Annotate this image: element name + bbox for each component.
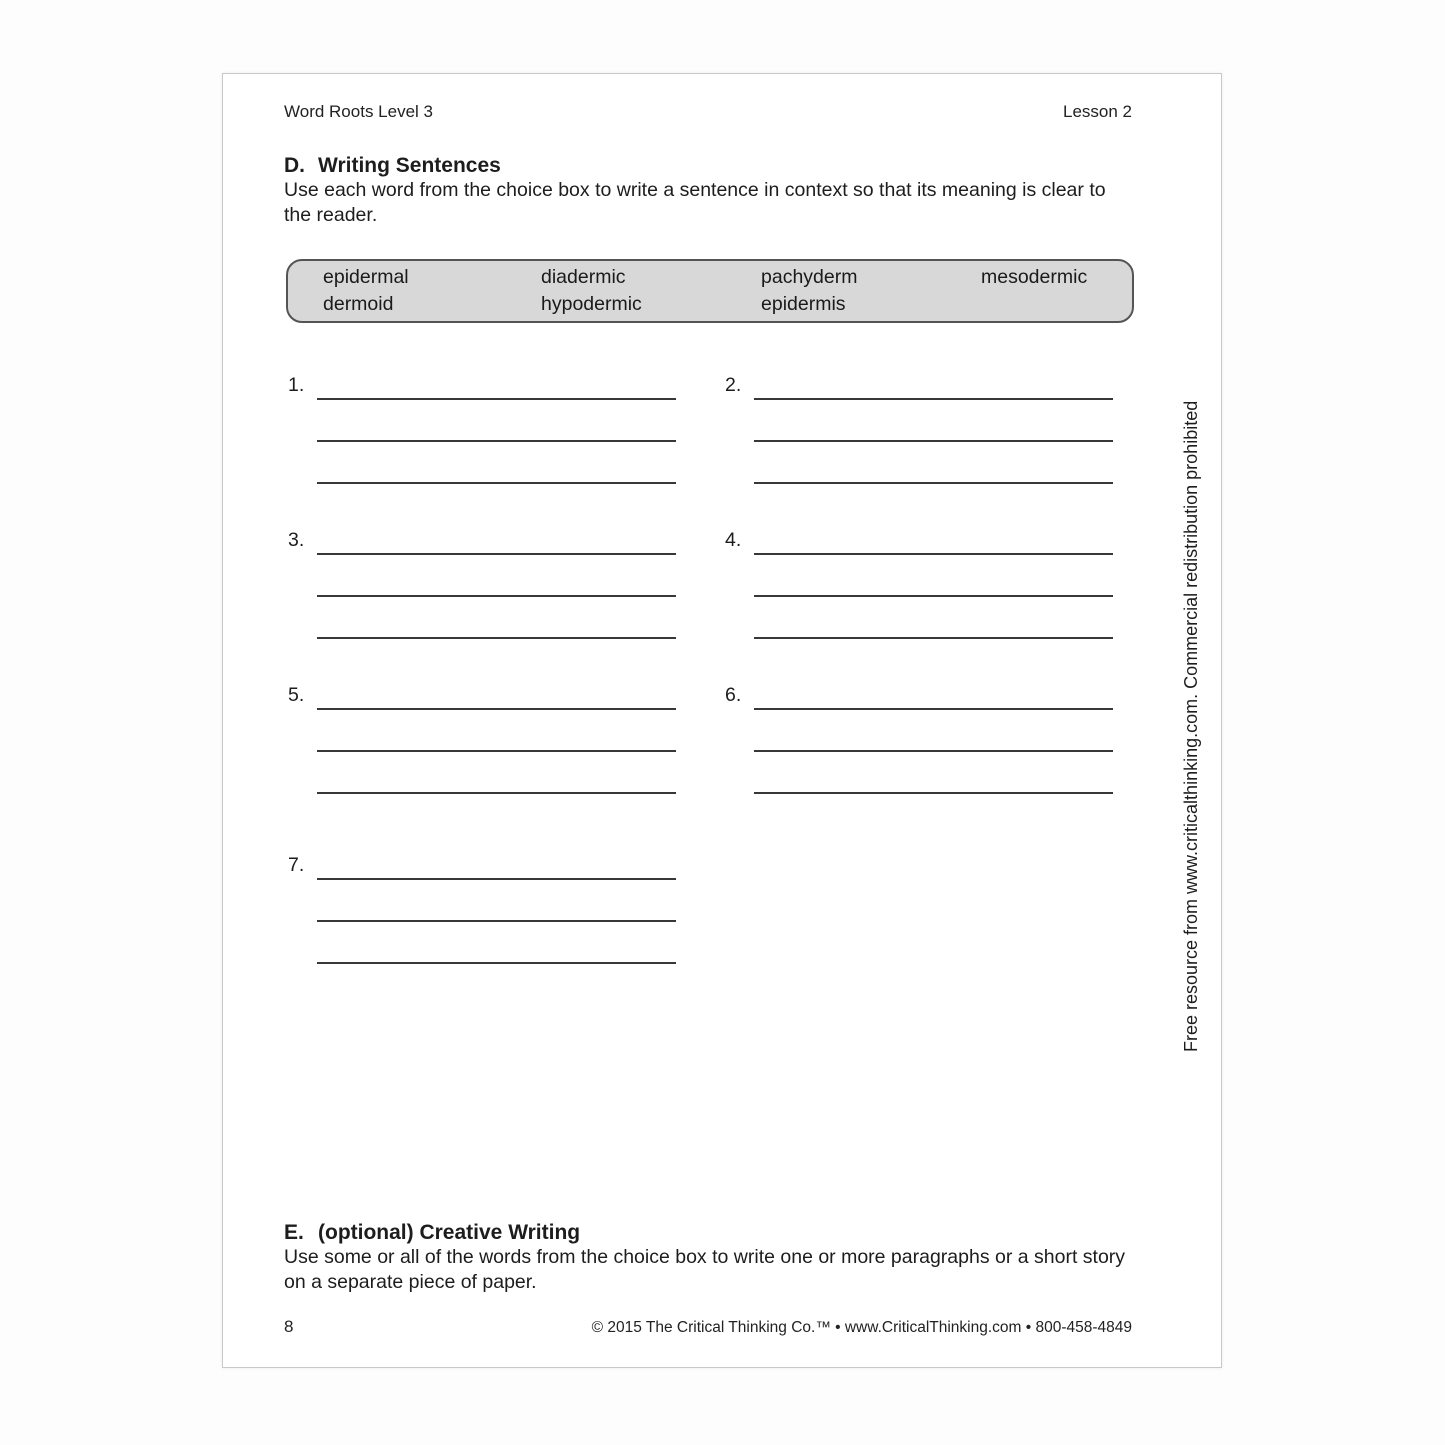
answer-line [317,708,676,710]
copyright-line: © 2015 The Critical Thinking Co.™ • www.CriticalThinking.com • 800-458-4849 [591,1319,1132,1336]
answer-line [754,482,1113,484]
item-number: 7. [288,854,305,876]
answer-line [754,595,1113,597]
section-d-instructions: Use each word from the choice box to write a sentence in context so that its meaning is clear to the reader. [284,179,1106,226]
sentence-item-3 [288,529,676,641]
section-e-label: E. [284,1221,304,1244]
answer-line [317,553,676,555]
answer-line [317,595,676,597]
answer-line [754,792,1113,794]
answer-line [754,553,1113,555]
sentence-item-1 [288,374,676,486]
item-number: 6. [725,684,742,706]
answer-line [317,792,676,794]
answer-line [317,750,676,752]
section-e-title: (optional) Creative Writing [318,1221,581,1244]
section-e-instructions: Use some or all of the words from the choice box to write one or more paragraphs or a short story on a separate piece of paper. [284,1246,1126,1293]
choice-word: epidermis [761,293,846,315]
choice-box-empty-cell [981,291,1122,318]
answer-line [317,878,676,880]
choice-word: mesodermic [981,266,1088,288]
sentence-item-5 [288,684,676,796]
item-number: 1. [288,374,305,396]
answer-line [317,962,676,964]
answer-line [317,637,676,639]
choice-word: dermoid [323,293,394,315]
lesson-label: Lesson 2 [1063,102,1132,121]
answer-line [754,708,1113,710]
sentence-item-2 [725,374,1113,486]
sentence-item-6 [725,684,1113,796]
page-footer [284,1317,1132,1337]
choice-word: hypodermic [541,293,642,315]
item-number: 5. [288,684,305,706]
choice-word: epidermal [323,266,409,288]
answer-line [317,920,676,922]
answer-line [317,398,676,400]
page-header [284,102,1132,122]
section-e-heading [284,1221,580,1245]
sentence-item-4 [725,529,1113,641]
section-d-label: D. [284,154,305,177]
answer-line [754,637,1113,639]
answer-line [317,440,676,442]
answer-line [317,482,676,484]
item-number: 2. [725,374,742,396]
choice-word: diadermic [541,266,626,288]
page-number: 8 [284,1317,294,1336]
section-d-heading [284,154,501,178]
answer-line [754,398,1113,400]
answer-line [754,750,1113,752]
section-d-title: Writing Sentences [318,154,501,177]
book-title: Word Roots Level 3 [284,102,433,121]
answer-line [754,440,1113,442]
sidebar-copyright-note: Free resource from www.criticalthinking.com. Commercial redistribution prohibited [1181,400,1201,1052]
item-number: 4. [725,529,742,551]
choice-box [286,259,1134,323]
item-number: 3. [288,529,305,551]
worksheet-page [222,73,1222,1368]
sentence-item-7 [288,854,676,966]
choice-word: pachyderm [761,266,858,288]
